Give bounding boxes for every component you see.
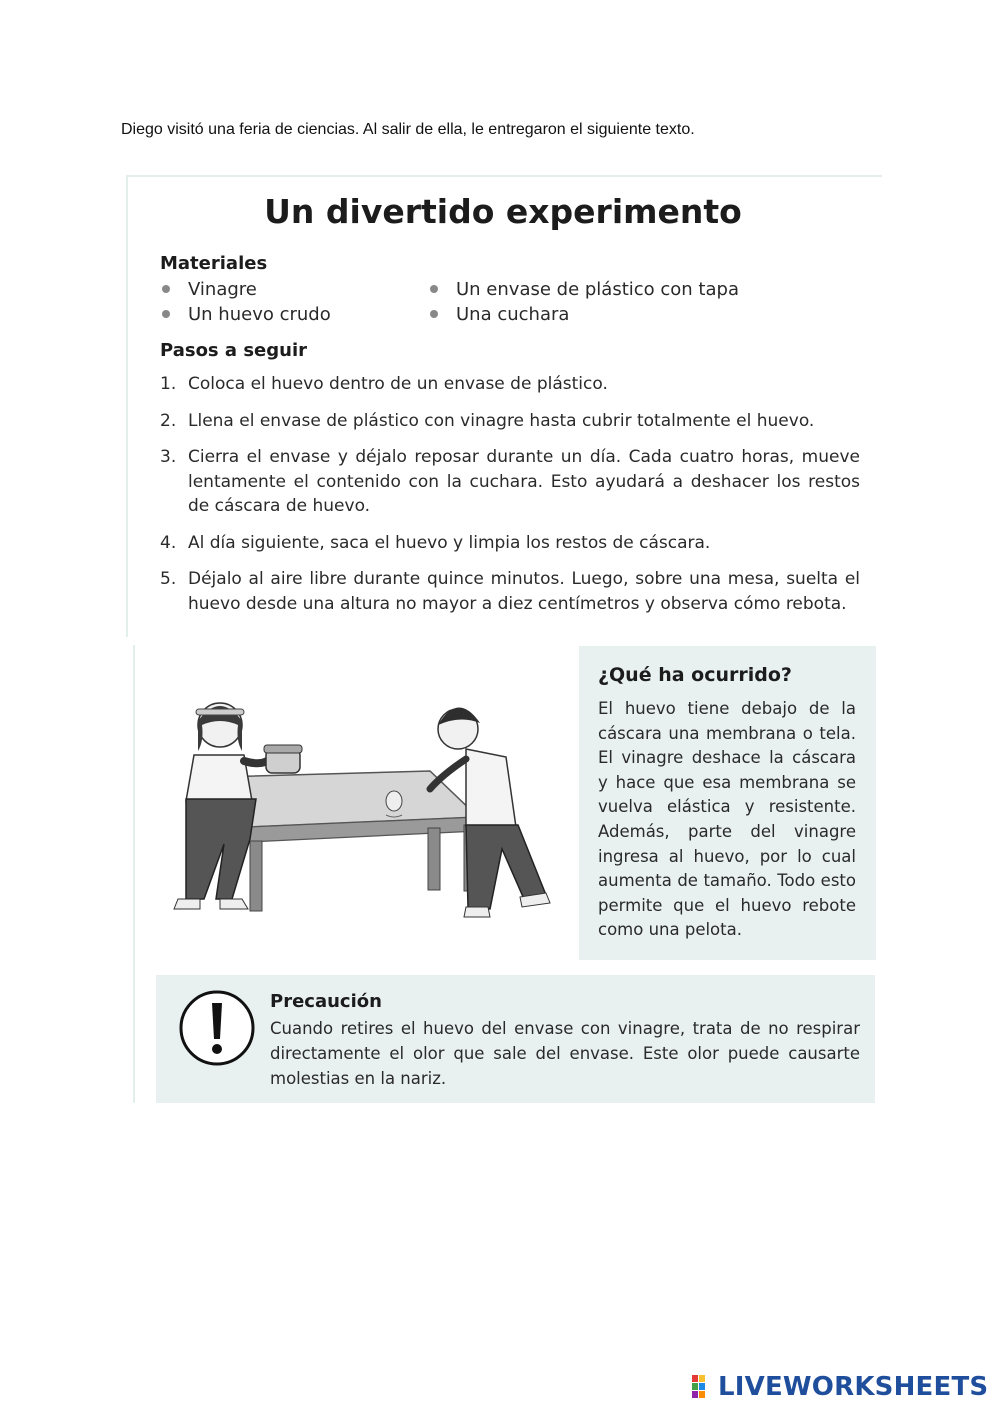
list-item: Vinagre [160,277,331,302]
list-item: 3. Cierra el envase y déjalo reposar durante un día. Cada cuatro horas, mueve lentamente el contenido con la cuchara. Esto ayudará a deshacer los restos de cáscara de huevo. [160,447,860,516]
materials-heading: Materiales [160,253,268,274]
brand-mark-icon [692,1374,714,1400]
what-happened-panel [579,646,876,960]
bullet-icon [430,310,438,318]
children-table-illustration [148,685,554,930]
caution-panel [156,975,875,1103]
list-item: 1. Coloca el huevo dentro de un envase de plástico. [160,374,608,394]
what-happened-text: El huevo tiene debajo de la cáscara una membrana o tela. El vinagre deshace la cáscara y hace que esa membrana se vuelva elástica y resistente. Además, parte del vinagre ingresa al huevo, por lo cual aumenta de tamaño. Todo esto permite que el huevo rebote como una pelota. [598,699,856,940]
caution-text: Cuando retires el huevo del envase con vinagre, trata de no respirar directamente el olor que sale del envase. Este olor puede causarte molestias en la nariz. [270,1019,860,1088]
document-frame-lower [133,645,135,1103]
list-item: Un envase de plástico con tapa [428,277,739,302]
what-happened-title: ¿Qué ha ocurrido? [598,664,792,686]
bullet-icon [162,285,170,293]
materials-list-right [428,277,739,327]
list-item: 4. Al día siguiente, saca el huevo y limpia los restos de cáscara. [160,532,711,553]
exclamation-icon [178,989,256,1067]
steps-heading: Pasos a seguir [160,340,307,361]
caution-title: Precaución [270,991,382,1012]
bullet-icon [162,310,170,318]
intro-text: Diego visitó una feria de ciencias. Al salir de ella, le entregaron el siguiente texto. [121,121,695,138]
liveworksheets-logo[interactable] [692,1372,988,1402]
materials-list-left [160,277,331,327]
brand-name: LIVEWORKSHEETS [718,1372,989,1402]
list-item: 5. Déjalo al aire libre durante quince minutos. Luego, sobre una mesa, suelta el huevo desde una altura no mayor a diez centímetros y observa cómo rebota. [160,569,860,614]
list-item: Un huevo crudo [160,302,331,327]
list-item: 2. Llena el envase de plástico con vinagre hasta cubrir totalmente el huevo. [160,410,815,431]
steps-list [160,372,860,628]
list-item: Una cuchara [428,302,739,327]
bullet-icon [430,285,438,293]
document-title: Un divertido experimento [264,192,742,231]
